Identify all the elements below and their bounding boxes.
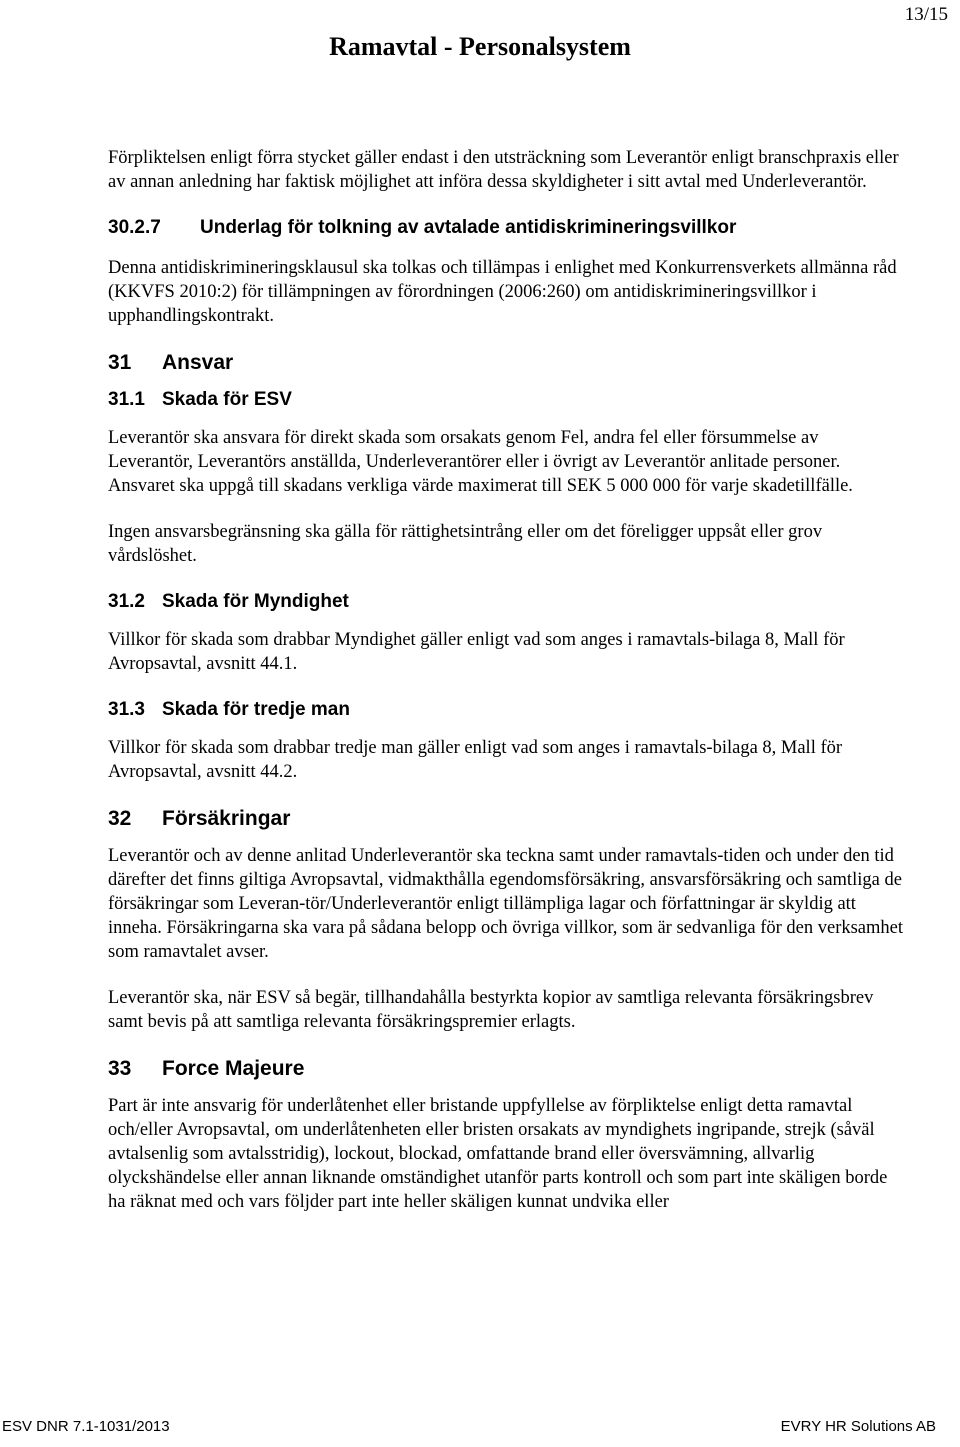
- paragraph-31-3: Villkor för skada som drabbar tredje man gäller enligt vad som anges i ramavtals-bilaga 8, Mall för Avropsavtal, avsnitt 44.2.: [108, 738, 843, 782]
- document-title: Ramavtal - Personalsystem: [329, 32, 631, 61]
- heading-32: [108, 806, 908, 832]
- heading-31-2: [108, 590, 908, 614]
- footer-company: EVRY HR Solutions AB: [780, 1418, 936, 1435]
- heading-number: 30.2.7: [108, 217, 161, 238]
- page-number: 13/15: [904, 4, 948, 25]
- heading-31-3: [108, 698, 908, 722]
- heading-number: 31.3: [108, 699, 145, 720]
- paragraph-33: Part är inte ansvarig för underlåtenhet eller bristande uppfyllelse av förpliktelse enligt detta ramavtal och/eller Avropsavtal, om underlåtenheten eller bristen orsakats av myndighets ingripande, strejk (såväl avtalsenlig som avtalsstridig), lockout, blockad, omfattande brand eller översvämning, allvarlig olyckshändelse eller annan liknande omständighet utanför parts kontroll och som part inte skäligen borde ha räknat med och vars följder part inte heller skäligen kunnat undvika eller: [108, 1096, 888, 1212]
- heading-number: 31: [108, 351, 132, 374]
- footer-reference: ESV DNR 7.1-1031/2013: [2, 1418, 170, 1435]
- heading-30-2-7: [108, 216, 908, 240]
- paragraph-31-2: Villkor för skada som drabbar Myndighet gäller enligt vad som anges i ramavtals-bilaga 8, Mall för Avropsavtal, avsnitt 44.1.: [108, 630, 845, 674]
- heading-text: Force Majeure: [162, 1057, 305, 1080]
- heading-text: Underlag för tolkning av avtalade antidiskrimineringsvillkor: [200, 217, 737, 238]
- heading-number: 31.2: [108, 591, 145, 612]
- heading-text: Skada för ESV: [162, 389, 292, 410]
- heading-text: Försäkringar: [162, 807, 291, 830]
- heading-number: 32: [108, 807, 132, 830]
- heading-31-1: [108, 388, 908, 412]
- paragraph-31-1-b: Ingen ansvarsbegränsning ska gälla för rättighetsintrång eller om det föreligger uppsåt eller grov vårdslöshet.: [108, 522, 823, 566]
- paragraph-31-1-a: Leverantör ska ansvara för direkt skada som orsakats genom Fel, andra fel eller försummelse av Leverantör, Leverantörs anställda, Underleverantörer eller i övrigt av Leverantör anlitade personer. Ansvaret ska uppgå till skadans verkliga värde maximerat till SEK 5 000 000 för varje skadetillfälle.: [108, 428, 853, 496]
- heading-text: Skada för Myndighet: [162, 591, 349, 612]
- heading-text: Skada för tredje man: [162, 699, 350, 720]
- heading-33: [108, 1056, 908, 1082]
- document-body: [108, 146, 908, 1236]
- paragraph-intro: Förpliktelsen enligt förra stycket gäller endast i den utsträckning som Leverantör enligt branschpraxis eller av annan anledning har faktisk möjlighet att införa dessa skyldigheter i sitt avtal med Underleverantör.: [108, 148, 899, 192]
- paragraph-32-a: Leverantör och av denne anlitad Underleverantör ska teckna samt under ramavtals-tiden och under den tid därefter det finns giltiga Avropsavtal, vidmakthålla egendomsförsäkring, ansvarsförsäkring och samtliga de försäkringar som Leveran-tör/Underleverantör enligt tillämpliga lagar och författningar är skyldig att inneha. Försäkringarna ska vara på sådana belopp och övriga villkor, som är sedvanliga för den verksamhet som ramavtalet avser.: [108, 846, 904, 962]
- heading-31: [108, 350, 908, 376]
- heading-text: Ansvar: [162, 351, 234, 374]
- heading-number: 31.1: [108, 389, 145, 410]
- paragraph-32-b: Leverantör ska, när ESV så begär, tillhandahålla bestyrkta kopior av samtliga relevanta försäkringsbrev samt bevis på att samtliga relevanta försäkringspremier erlagts.: [108, 988, 874, 1032]
- paragraph-30-2-7: Denna antidiskrimineringsklausul ska tolkas och tillämpas i enlighet med Konkurrensverkets allmänna råd (KKVFS 2010:2) för tillämpningen av förordningen (2006:260) om antidiskrimineringsvillkor i upphandlingskontrakt.: [108, 258, 897, 326]
- heading-number: 33: [108, 1057, 132, 1080]
